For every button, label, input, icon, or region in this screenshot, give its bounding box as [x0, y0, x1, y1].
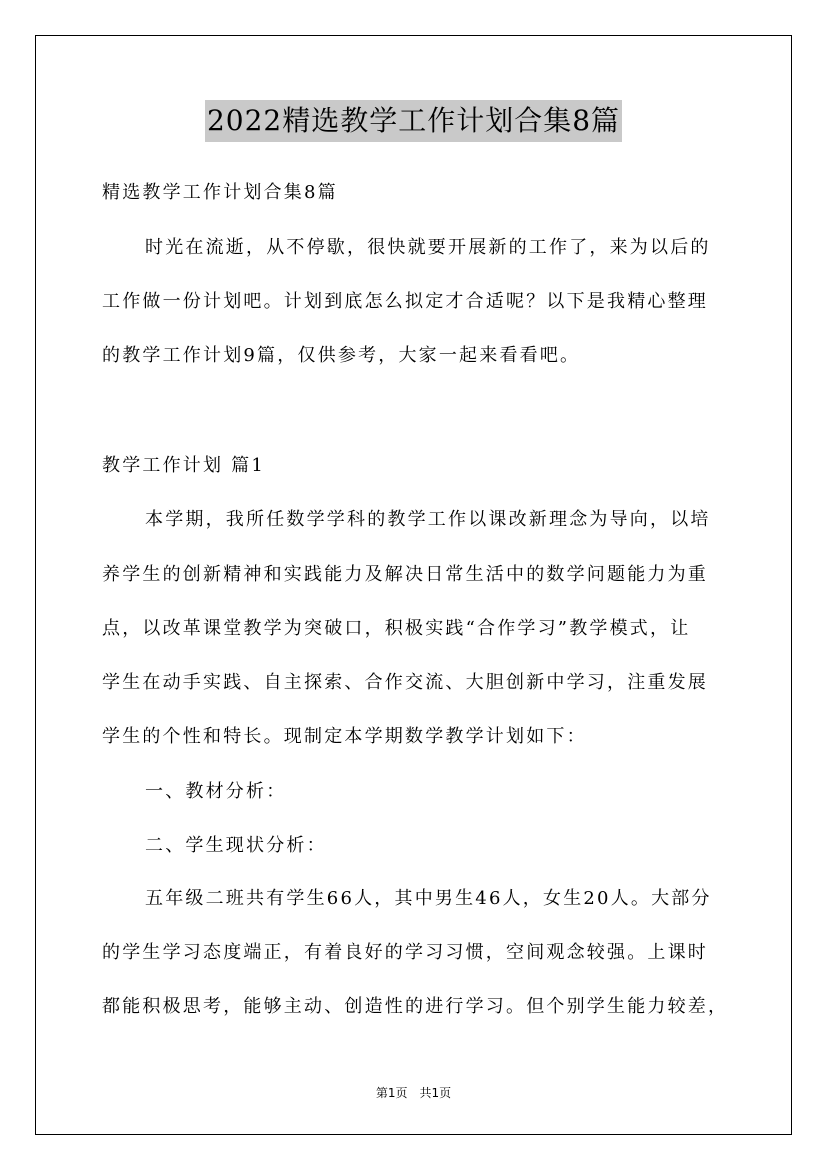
body-line-3: 点，以改革课堂教学为突破口，积极实践“合作学习”教学模式，让 [102, 618, 691, 639]
students-line-1: 五年级二班共有学生66人，其中男生46人，女生20人。大部分 [145, 888, 712, 909]
title-container [0, 100, 827, 142]
item-heading-2: 二、学生现状分析： [145, 835, 327, 856]
intro-line-2: 工作做一份计划吧。计划到底怎么拟定才合适呢？以下是我精心整理 [102, 291, 708, 312]
intro-line-3: 的教学工作计划9篇，仅供参考，大家一起来看看吧。 [102, 345, 581, 366]
document-subtitle: 精选教学工作计划合集8篇 [102, 182, 338, 203]
intro-line-1: 时光在流逝，从不停歇，很快就要开展新的工作了，来为以后的 [145, 237, 711, 258]
item-heading-1: 一、教材分析： [145, 781, 287, 802]
body-line-1: 本学期，我所任数学学科的教学工作以课改新理念为导向，以培 [145, 509, 711, 530]
body-line-5: 学生的个性和特长。现制定本学期数学教学计划如下： [102, 726, 587, 747]
students-line-3: 都能积极思考，能够主动、创造性的进行学习。但个别学生能力较差， [102, 996, 729, 1017]
body-line-2: 养学生的创新精神和实践能力及解决日常生活中的数学问题能力为重 [102, 564, 708, 585]
body-line-4: 学生在动手实践、自主探索、合作交流、大胆创新中学习，注重发展 [102, 672, 708, 693]
page-footer: 第1页 共1页 [375, 1086, 452, 1100]
students-line-2: 的学生学习态度端正，有着良好的学习习惯，空间观念较强。上课时 [102, 942, 708, 963]
document-title: 2022精选教学工作计划合集8篇 [205, 100, 622, 142]
section-heading: 教学工作计划 篇1 [102, 455, 265, 476]
